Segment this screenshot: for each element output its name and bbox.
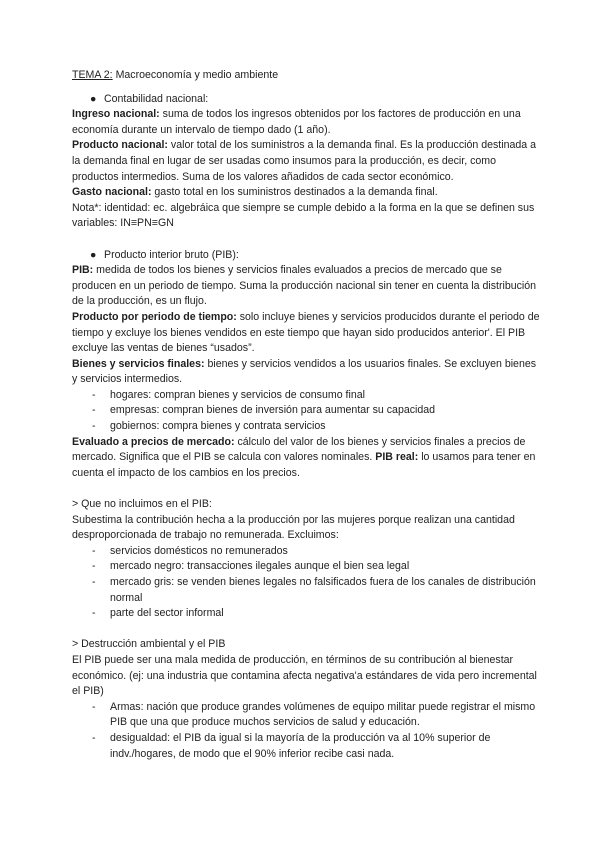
- dash-list-exclusions: [72, 544, 540, 622]
- dash-marker: -: [92, 576, 96, 588]
- destruccion-paragraph: El PIB puede ser una mala medida de producción, en términos de su contribución al bienestar económico. (ej: una industria que contamina afecta negativa'a estándares de vida pero incremental el PIB): [72, 653, 537, 698]
- note-paragraph: Nota*: identidad: ec. algebráica que siempre se cumple debido a la forma en la que se definen sus variables: IN≡PN≡GN: [72, 201, 535, 230]
- definition-text: bienes y servicios vendidos a los usuarios finales. Se excluyen bienes y servicios intermedios.: [72, 357, 537, 386]
- dash-marker: -: [92, 560, 96, 573]
- dash-list-destruccion: [72, 700, 540, 762]
- exclusions-paragraph: Subestima la contribución hecha a la producción por las mujeres porque realizan una cantidad desproporcionada de trabajo no remunerada. Excluimos:: [72, 513, 515, 542]
- definition-producto-nacional: [72, 138, 540, 185]
- list-item: - mercado gris: se venden bienes legales no falsificados fuera de los canales de distribución normal: [92, 576, 536, 604]
- list-item: - desigualdad: el PIB da igual si la mayoría de la producción va al 10% superior de indv./hogares, de modo que el 90% inferior recibe casi nada.: [92, 731, 491, 760]
- bullet-pib: [72, 248, 540, 264]
- term: Producto por periodo de tiempo:: [72, 310, 237, 323]
- bullet-contabilidad: [72, 92, 540, 108]
- list-item: - empresas: compran bienes de inversión para aumentar su capacidad: [92, 403, 540, 419]
- page-title: [72, 68, 540, 84]
- definition-gasto-nacional: [72, 185, 540, 201]
- dash-marker: -: [92, 731, 96, 744]
- bullet-dot-icon: ●: [90, 248, 97, 261]
- dash-marker: -: [92, 607, 96, 620]
- list-item: - parte del sector informal: [92, 606, 540, 622]
- term: Gasto nacional:: [72, 186, 152, 199]
- list-item: - Armas: nación que produce grandes volúmenes de equipo militar puede registrar el mismo PIB que una que produce muchos servicios de salud y educación.: [92, 700, 536, 729]
- section-heading-destruccion: > Destrucción ambiental y el PIB: [72, 638, 226, 651]
- dash-marker: -: [92, 420, 96, 433]
- bullet-label: Contabilidad nacional:: [104, 92, 209, 105]
- bullet-dot-icon: ●: [90, 92, 97, 105]
- term: Producto nacional:: [72, 139, 168, 152]
- list-item: - mercado negro: transacciones ilegales aunque el bien sea legal: [92, 559, 540, 575]
- dash-list-agentes: [72, 388, 540, 435]
- dash-marker: -: [92, 700, 96, 713]
- definition-text: solo incluye bienes y servicios producidos durante el periodo de tiempo y excluye los bienes vendidos en este tiempo que hayan sido producidos anterior'. El PIB excluye las ventas de bienes “usados”.: [72, 310, 540, 355]
- bullet-label: Producto interior bruto (PIB):: [104, 248, 239, 261]
- definition-text: lo usamos para tener en cuenta el impacto de los cambios en los precios.: [72, 451, 536, 479]
- definition-text: medida de todos los bienes y servicios finales evaluados a precios de mercado que se producen en un periodo de tiempo. Suma la producción nacional sin tener en cuenta la distribución de la producción, es un flujo.: [72, 264, 537, 308]
- dash-marker: -: [92, 388, 96, 401]
- dash-marker: -: [92, 404, 96, 417]
- term: PIB real:: [375, 451, 419, 464]
- list-item: - gobiernos: compra bienes y contrata servicios: [92, 419, 540, 435]
- definition-text: gasto total en los suministros destinados a la demanda final.: [151, 186, 438, 199]
- term: Bienes y servicios finales:: [72, 357, 205, 370]
- dash-marker: -: [92, 544, 96, 557]
- list-item: - hogares: compran bienes y servicios de consumo final: [92, 388, 540, 404]
- section-heading-exclusions: > Que no incluimos en el PIB:: [72, 498, 212, 511]
- definition-text: suma de todos los ingresos obtenidos por los factores de producción en una economía durante un intervalo de tiempo dado (1 año).: [72, 108, 521, 136]
- list-item: - servicios domésticos no remunerados: [92, 544, 540, 560]
- definition-ingreso-nacional: [72, 107, 540, 138]
- title-prefix: TEMA 2:: [72, 69, 113, 81]
- definition-text: valor total de los suministros a la demanda final. Es la producción destinada a la demanda final en lugar de ser usadas como insumos para la producción, es decir, como productos intermedios. Suma de los valores añadidos de cada sector económico.: [72, 139, 536, 183]
- definition-precios-mercado: [72, 435, 540, 482]
- definition-pib: [72, 263, 540, 310]
- term: PIB:: [72, 264, 94, 277]
- definition-text: cálculo del valor de los bienes y servicios finales a precios de mercado. Significa que el PIB se calcula con valores nominales.: [72, 435, 526, 464]
- term: Ingreso nacional:: [72, 108, 160, 121]
- definition-bienes-finales: [72, 357, 540, 388]
- definition-producto-periodo: [72, 310, 540, 357]
- term: Evaluado a precios de mercado:: [72, 435, 235, 448]
- title-text: Macroeconomía y medio ambiente: [112, 69, 279, 81]
